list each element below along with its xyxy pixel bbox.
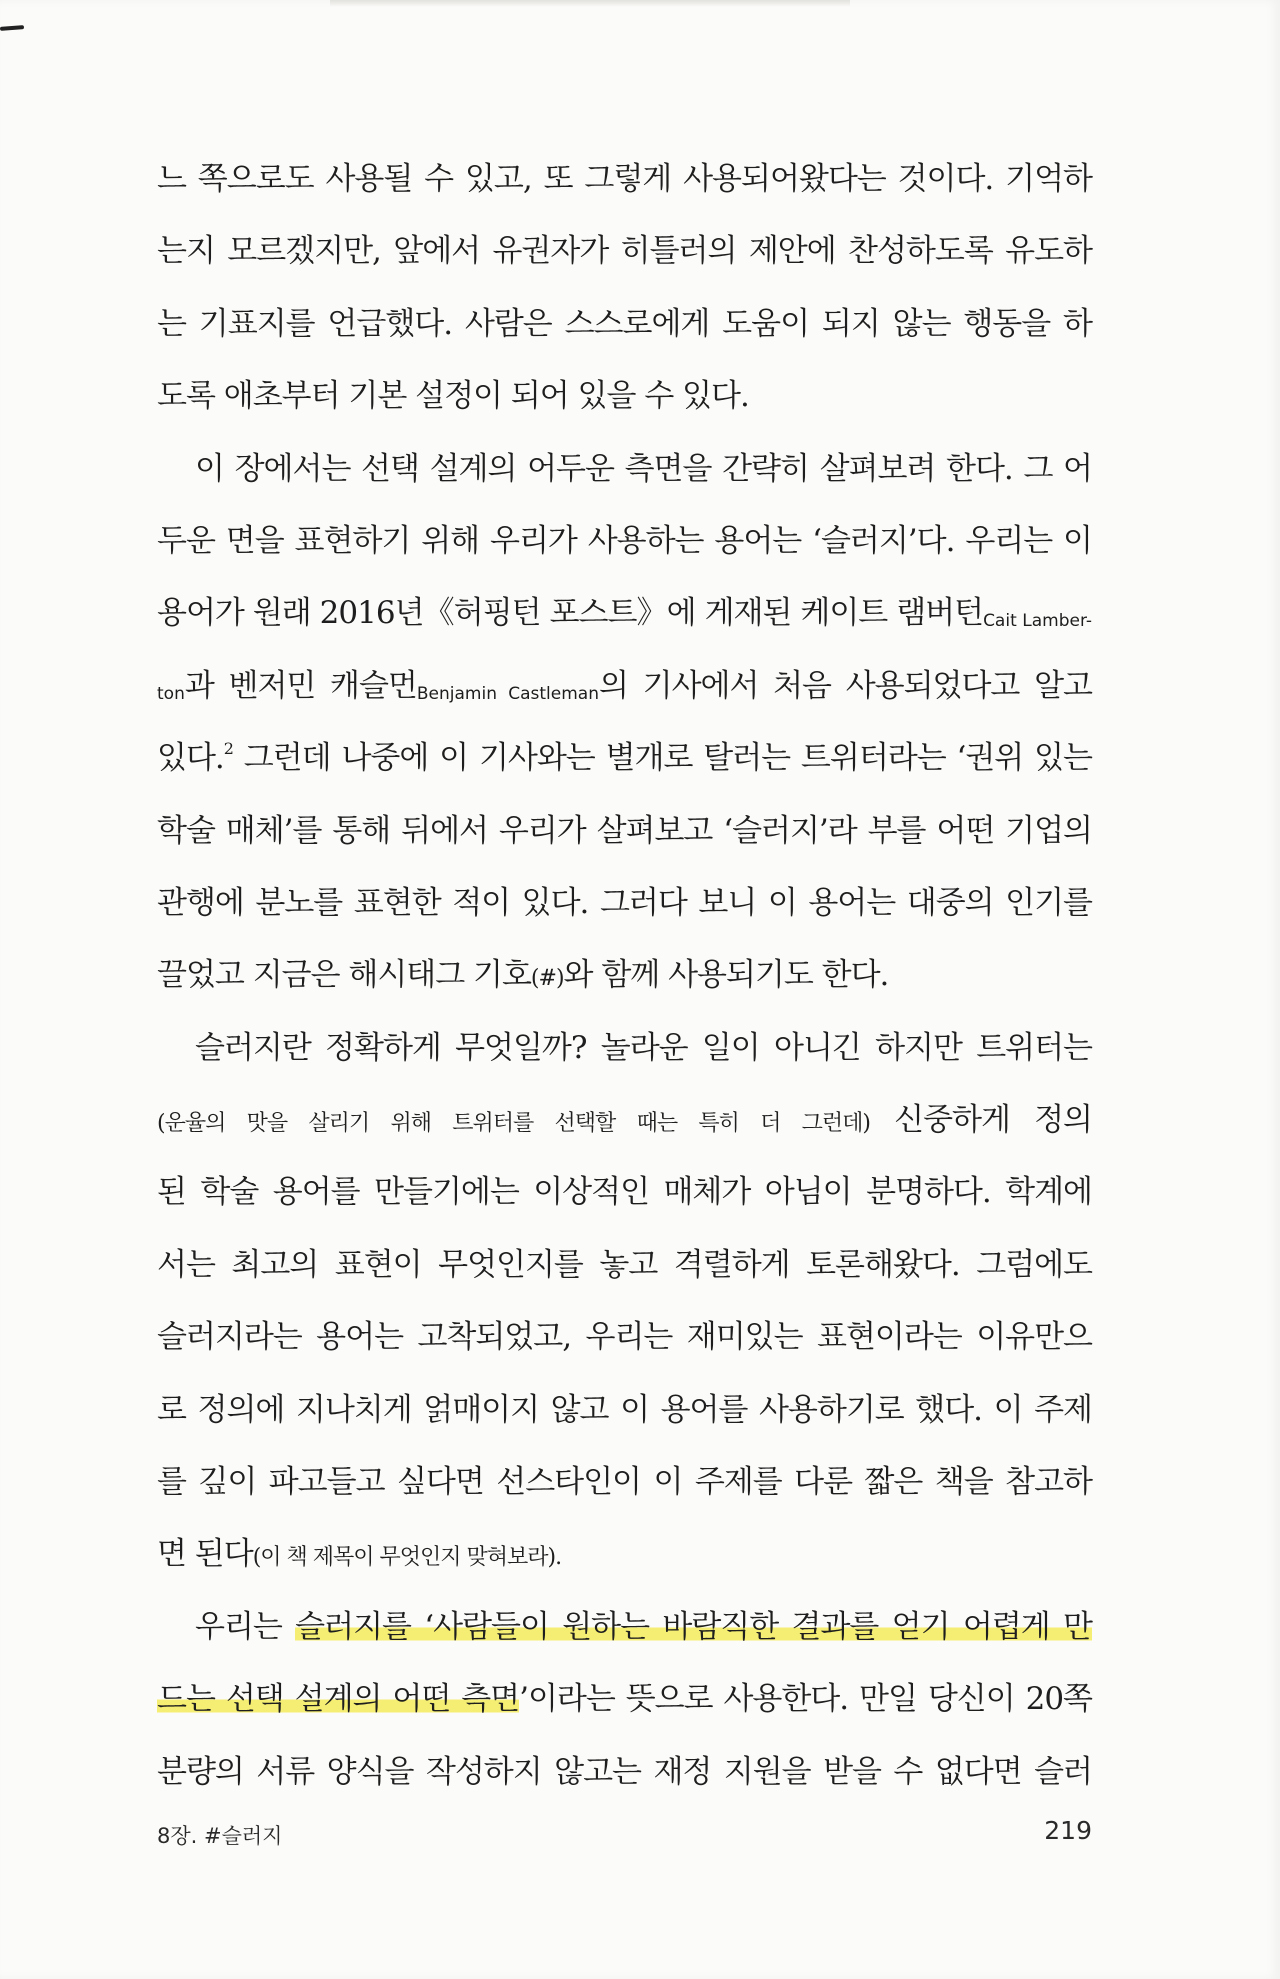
hash-symbol: (#) bbox=[530, 966, 564, 992]
text-line: 서는 최고의 표현이 무엇인지를 놓고 격렬하게 토론해왔다. 그럼에도 bbox=[157, 1246, 1092, 1283]
text-span: 있다. bbox=[157, 740, 224, 777]
parenthetical: (운율의 맛을 살리기 위해 트위터를 선택할 때는 특히 더 그런데) bbox=[157, 1111, 871, 1137]
text-span: ’이라는 뜻으로 사용한다. 만일 당신이 20쪽 bbox=[519, 1681, 1092, 1718]
text-line: 분량의 서류 양식을 작성하지 않고는 재정 지원을 받을 수 없다면 슬러 bbox=[157, 1753, 1092, 1790]
english-name: Benjamin Castleman bbox=[416, 683, 599, 704]
text-line bbox=[157, 650, 1092, 722]
paragraph-start: 슬러지란 정확하게 무엇일까? 놀라운 일이 아니긴 하지만 트위터는 bbox=[195, 1029, 1092, 1066]
paragraph-start bbox=[157, 1591, 1092, 1663]
english-name: ton bbox=[157, 683, 185, 704]
text-line bbox=[157, 939, 1092, 1011]
text-line: 는 기표지를 언급했다. 사람은 스스로에게 도움이 되지 않는 행동을 하 bbox=[157, 305, 1092, 342]
text-span: 끌었고 지금은 해시태그 기호 bbox=[157, 957, 531, 994]
text-line: 를 깊이 파고들고 싶다면 선스타인이 이 주제를 다룬 짧은 책을 참고하 bbox=[157, 1464, 1092, 1501]
footnote-marker[interactable]: 2 bbox=[223, 739, 233, 759]
highlighted-text: 슬러지를 ‘사람들이 원하는 바람직한 결과를 얻기 어렵게 만 bbox=[295, 1608, 1092, 1645]
text-span: 용어가 원래 2016년《허핑턴 포스트》에 게재된 케이트 램버턴 bbox=[157, 595, 984, 632]
text-line: 된 학술 용어를 만들기에는 이상적인 매체가 아님이 분명하다. 학계에 bbox=[157, 1174, 1092, 1211]
text-line: 도록 애초부터 기본 설정이 되어 있을 수 있다. bbox=[157, 378, 749, 415]
text-line: 느 쪽으로도 사용될 수 있고, 또 그렇게 사용되어왔다는 것이다. 기억하 bbox=[157, 161, 1092, 197]
text-span: 우리는 bbox=[195, 1608, 296, 1645]
text-span: 의 기사에서 처음 사용되었다고 알고 bbox=[598, 667, 1092, 704]
text-line: 는지 모르겠지만, 앞에서 유권자가 히틀러의 제안에 찬성하도록 유도하 bbox=[157, 233, 1092, 270]
english-name: Cait Lamber- bbox=[983, 611, 1092, 632]
text-line bbox=[157, 1518, 1092, 1590]
scan-mark bbox=[0, 25, 24, 31]
page-footer bbox=[157, 1816, 1092, 1860]
text-line bbox=[157, 577, 1092, 649]
text-line: 관행에 분노를 표현한 적이 있다. 그러다 보니 이 용어는 대중의 인기를 bbox=[157, 884, 1092, 921]
bleed-through-shadow bbox=[330, 0, 850, 7]
text-line bbox=[157, 1084, 1092, 1156]
parenthetical: (이 책 제목이 무엇인지 맞혀보라). bbox=[252, 1545, 562, 1571]
text-line bbox=[157, 722, 1092, 794]
highlighted-text: 드는 선택 설계의 어떤 측면 bbox=[157, 1681, 520, 1718]
text-span: 신중하게 정의 bbox=[870, 1102, 1092, 1139]
running-footer-chapter: 8장. #슬러지 bbox=[157, 1824, 283, 1848]
paragraph-start: 이 장에서는 선택 설계의 어두운 측면을 간략히 살펴보려 한다. 그 어 bbox=[195, 450, 1092, 487]
body-text bbox=[157, 143, 1092, 1808]
page-number: 219 bbox=[1044, 1816, 1092, 1845]
text-line: 슬러지라는 용어는 고착되었고, 우리는 재미있는 표현이라는 이유만으 bbox=[157, 1319, 1092, 1356]
text-line: 두운 면을 표현하기 위해 우리가 사용하는 용어는 ‘슬러지’다. 우리는 이 bbox=[157, 522, 1092, 559]
text-line: 학술 매체’를 통해 뒤에서 우리가 살펴보고 ‘슬러지’라 부를 어떤 기업의 bbox=[157, 812, 1092, 849]
text-span: 와 함께 사용되기도 한다. bbox=[563, 957, 889, 994]
text-span: 과 벤저민 캐슬먼 bbox=[184, 667, 417, 704]
text-span: 면 된다 bbox=[157, 1536, 253, 1573]
text-line: 로 정의에 지나치게 얽매이지 않고 이 용어를 사용하기로 했다. 이 주제 bbox=[157, 1391, 1092, 1428]
text-line bbox=[157, 1663, 1092, 1735]
text-span: 그런데 나중에 이 기사와는 별개로 탈러는 트위터라는 ‘권위 있는 bbox=[232, 740, 1092, 777]
